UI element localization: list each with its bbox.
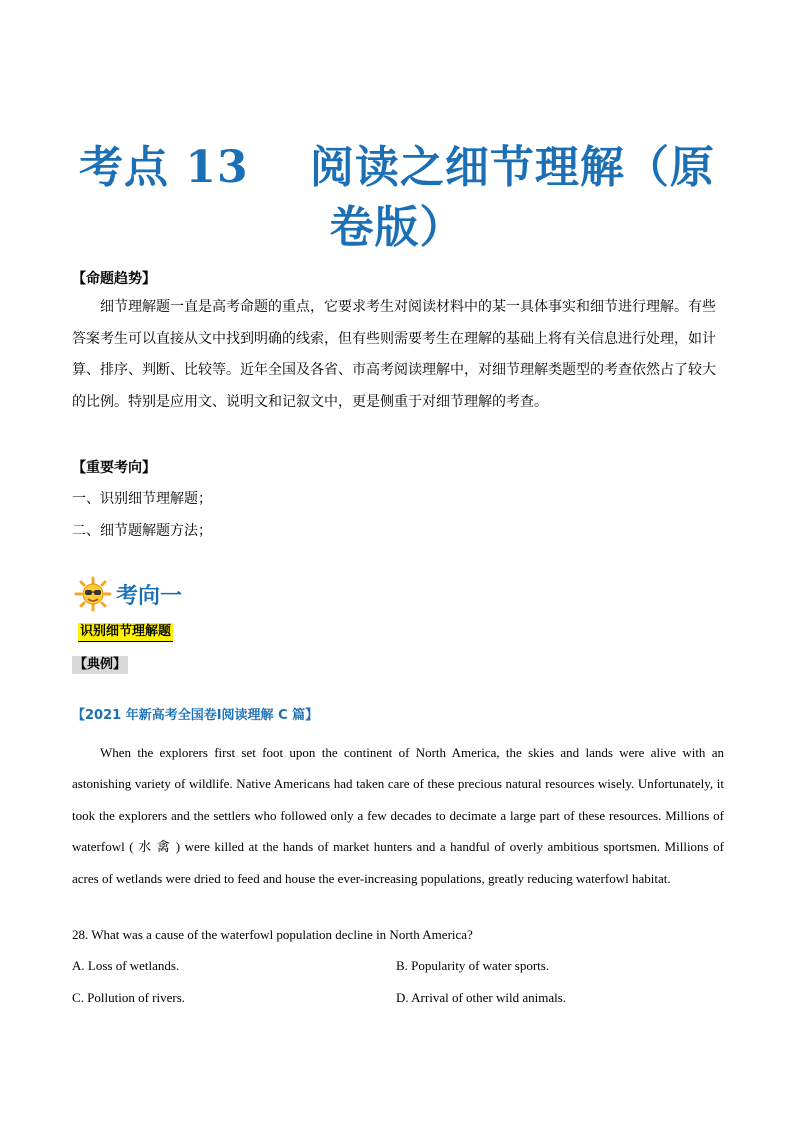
- kaoxiang-heading: [72, 576, 182, 612]
- trend-paragraph: 细节理解题一直是高考命题的重点，它要求考生对阅读材料中的某一具体事实和细节进行理解。有些答案考生可以直接从文中找到明确的线索，但有些则需要考生在理解的基础上将有关信息进行处理，如计算、排序、判断、比较等。近年全国及各省、市高考阅读理解中，对细节理解类题型的考查依然占了较大的比例。特别是应用文、说明文和记叙文中，更是侧重于对细节理解的考查。: [72, 299, 716, 410]
- directions-label: 【重要考向】: [72, 460, 156, 476]
- kaoxiang-title: 考向一: [116, 583, 183, 609]
- highlighted-topic: 识别细节理解题: [78, 623, 173, 642]
- title-line-1: 考点 13 阅读之细节理解（原: [79, 142, 715, 193]
- option-d: D. Arrival of other wild animals.: [396, 990, 567, 1005]
- page-title: [60, 138, 734, 258]
- example-label: 【典例】: [74, 657, 127, 672]
- direction-item-2: 二、细节题解题方法；: [72, 523, 212, 539]
- option-b: B. Popularity of water sports.: [396, 958, 550, 973]
- option-c: C. Pollution of rivers.: [72, 990, 186, 1005]
- sun-sunglasses-icon: [72, 576, 114, 612]
- option-a: A. Loss of wetlands.: [72, 958, 180, 973]
- question-28: 28. What was a cause of the waterfowl population decline in North America?: [72, 927, 473, 942]
- title-line-2: 卷版）: [329, 202, 465, 253]
- trend-label: 【命题趋势】: [72, 271, 156, 287]
- reading-passage: When the explorers first set foot upon the continent of North America, the skies and lands were alive with an astonishing variety of wildlife. Native Americans had taken care of these precious natural resources wisely. Unfortunately, it took the explorers and the settlers who followed only a few decades to decimate a large part of these resources. Millions of waterfowl ( 水 禽 ) were killed at the hands of market hunters and a handful of overly ambitious sportsmen. Millions of acres of wetlands were dried to feed and house the ever-increasing populations, greatly reducing waterfowl habitat.: [72, 745, 724, 886]
- direction-item-1: 一、识别细节理解题；: [72, 491, 212, 507]
- example-source: 【2021 年新高考全国卷Ⅰ阅读理解 C 篇】: [72, 708, 319, 723]
